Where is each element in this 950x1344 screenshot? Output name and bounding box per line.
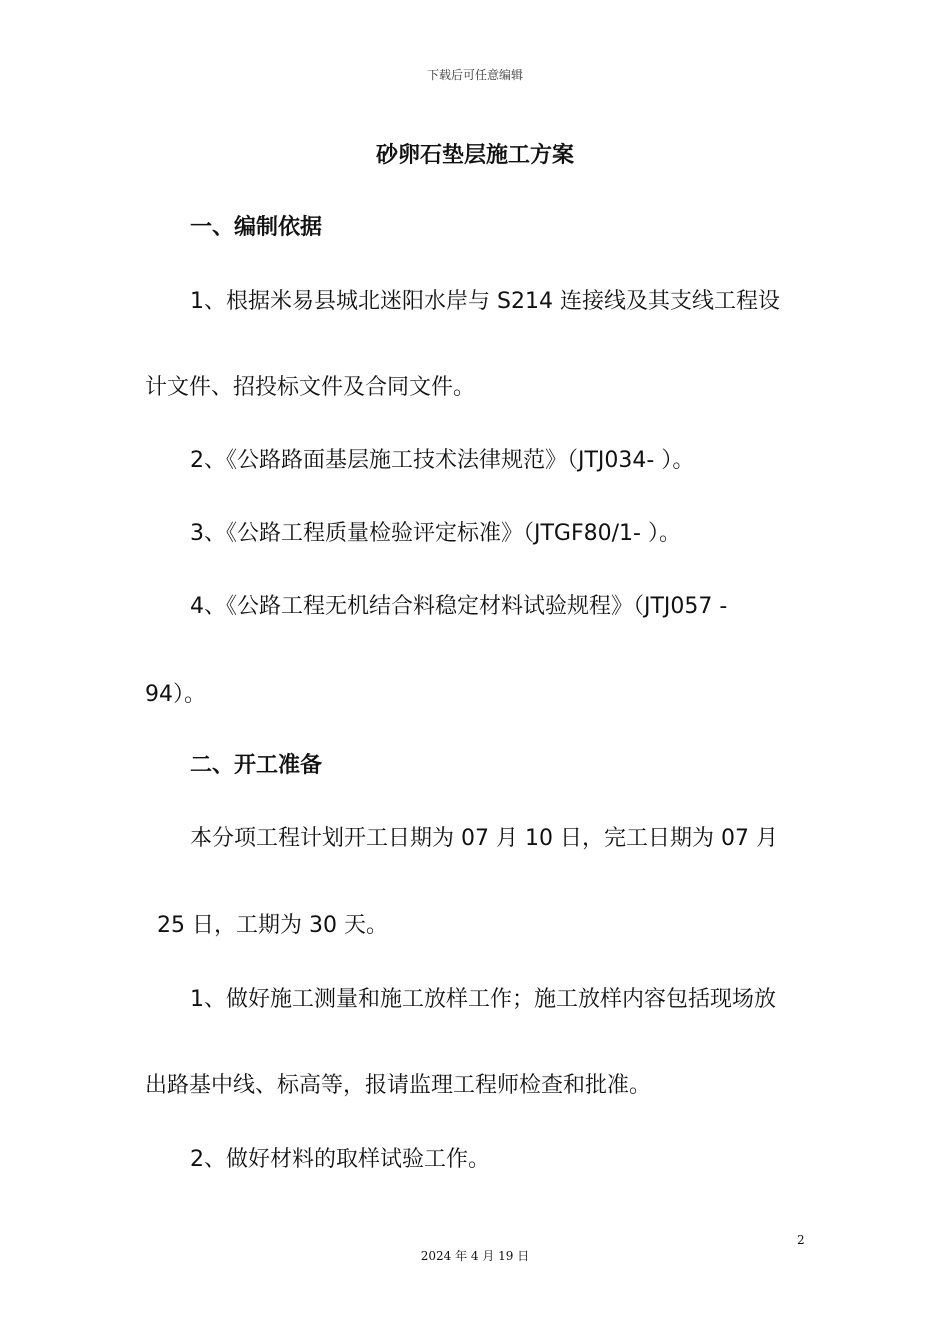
section-heading-preparation: 二、开工准备 bbox=[190, 753, 323, 778]
paragraph-line: 1、根据米易县城北迷阳水岸与 S214 连接线及其支线工程设 bbox=[190, 289, 780, 314]
paragraph-line: 4、《公路工程无机结合料稳定材料试验规程》（JTJ057 - bbox=[190, 594, 728, 619]
paragraph-line: 出路基中线、标高等，报请监理工程师检查和批准。 bbox=[145, 1073, 652, 1098]
page-header: 下载后可任意编辑 bbox=[426, 68, 523, 82]
document-title: 砂卵石垫层施工方案 bbox=[375, 143, 574, 168]
page-number: 2 bbox=[797, 1233, 805, 1247]
paragraph-line: 2、《公路路面基层施工技术法律规范》（JTJ034- ）。 bbox=[190, 448, 695, 473]
paragraph-line: 94）。 bbox=[145, 682, 206, 707]
paragraph-line: 本分项工程计划开工日期为 07 月 10 日，完工日期为 07 月 bbox=[190, 826, 778, 851]
paragraph-line: 2、做好材料的取样试验工作。 bbox=[190, 1147, 490, 1172]
footer-date: 2024 年 4 月 19 日 bbox=[420, 1249, 530, 1263]
paragraph-line: 3、《公路工程质量检验评定标准》（JTGF80/1- ）。 bbox=[190, 521, 681, 546]
paragraph-line: 计文件、招投标文件及合同文件。 bbox=[145, 375, 476, 400]
paragraph-line: 25 日，工期为 30 天。 bbox=[157, 913, 388, 938]
section-heading-basis: 一、编制依据 bbox=[190, 215, 323, 240]
paragraph-line: 1、做好施工测量和施工放样工作；施工放样内容包括现场放 bbox=[190, 987, 776, 1012]
